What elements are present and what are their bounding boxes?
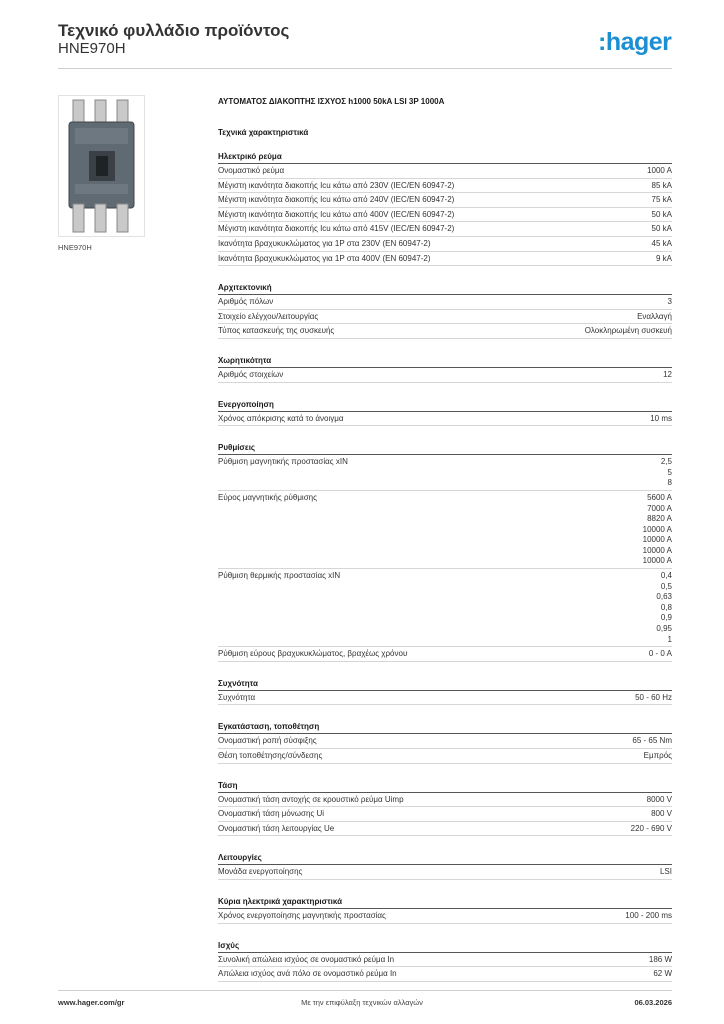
spec-row — [218, 164, 672, 179]
spec-value: 8000 V — [646, 794, 672, 804]
spec-section — [218, 678, 672, 706]
spec-row — [218, 295, 672, 310]
spec-values — [651, 809, 672, 820]
spec-value: 10000 A — [642, 545, 672, 555]
footer-divider — [58, 990, 672, 991]
spec-value: 50 kA — [651, 224, 672, 234]
spec-value: 0,4 — [660, 571, 672, 581]
spec-values — [647, 166, 672, 177]
spec-value: 1000 A — [647, 166, 672, 175]
spec-label: Συνολική απώλεια ισχύος σε ονομαστικό ρεύμα In — [218, 954, 395, 964]
spec-value: 8820 A — [647, 514, 672, 524]
spec-section — [218, 282, 672, 339]
spec-label: Μέγιστη ικανότητα διακοπής Icu κάτω από 240V (IEC/EN 60947-2) — [218, 195, 455, 205]
spec-value: Εναλλαγή — [637, 311, 672, 321]
document-title: Τεχνικό φυλλάδιο προϊόντος — [58, 21, 290, 40]
spec-values — [652, 224, 672, 235]
product-code: HNE970H — [58, 40, 126, 57]
spec-values — [652, 239, 672, 250]
spec-value: 220 - 690 V — [630, 823, 672, 833]
spec-label: Στοιχείο ελέγχου/λειτουργίας — [218, 311, 319, 321]
spec-label: Μονάδα ενεργοποίησης — [218, 867, 303, 877]
spec-row — [218, 793, 672, 808]
spec-section — [218, 896, 672, 924]
spec-label: Ρύθμιση θερμικής προστασίας xIN — [218, 571, 341, 581]
spec-label: Μέγιστη ικανότητα διακοπής Icu κάτω από 415V (IEC/EN 60947-2) — [218, 224, 455, 234]
spec-section — [218, 940, 672, 982]
spec-values — [643, 493, 672, 567]
spec-value: 0,5 — [660, 581, 672, 591]
spec-label: Απώλεια ισχύος ανά πόλο σε ονομαστικό ρεύμα In — [218, 969, 397, 979]
section-title: Χωρητικότητα — [218, 355, 672, 368]
spec-row — [218, 967, 672, 982]
spec-values — [650, 414, 672, 425]
spec-values — [625, 911, 672, 922]
footer-url[interactable]: www.hager.com/gr — [58, 998, 125, 1007]
spec-row — [218, 324, 672, 339]
spec-value: Ολοκληρωμένη συσκευή — [584, 326, 672, 336]
spec-values — [652, 195, 672, 206]
spec-label: Ονομαστική τάση αντοχής σε κρουστικό ρεύμα Uimp — [218, 794, 404, 804]
spec-section — [218, 442, 672, 662]
spec-value: 0,63 — [656, 592, 672, 602]
spec-row — [218, 208, 672, 223]
spec-row — [218, 691, 672, 706]
spec-value: 5600 A — [647, 492, 672, 502]
spec-label: Ονομαστική τάση μόνωσης Ui — [218, 809, 325, 819]
spec-value: 10000 A — [642, 535, 672, 545]
spec-value: 2,5 — [660, 457, 672, 467]
spec-values — [631, 824, 672, 835]
tech-heading: Τεχνικά χαρακτηριστικά — [218, 128, 309, 137]
spec-label: Ικανότητα βραχυκυκλώματος για 1P στα 230V (EN 60947-2) — [218, 238, 431, 248]
spec-value: 50 - 60 Hz — [635, 692, 672, 702]
spec-value: 3 — [667, 297, 672, 307]
section-title: Κύρια ηλεκτρικά χαρακτηριστικά — [218, 896, 672, 909]
spec-value: 0,8 — [660, 602, 672, 612]
spec-row — [218, 749, 672, 764]
spec-label: Εύρος μαγνητικής ρύθμισης — [218, 492, 317, 502]
spec-label: Τύπος κατασκευής της συσκευής — [218, 326, 335, 336]
spec-value: 5 — [667, 467, 672, 477]
spec-values — [660, 867, 672, 878]
spec-values — [656, 254, 672, 265]
spec-row — [218, 310, 672, 325]
spec-values — [649, 649, 672, 660]
spec-values — [652, 210, 672, 221]
spec-row — [218, 822, 672, 837]
spec-value: 0,95 — [656, 624, 672, 634]
spec-section — [218, 355, 672, 383]
spec-values — [644, 751, 672, 762]
spec-value: 12 — [663, 369, 672, 379]
spec-values — [585, 326, 672, 337]
spec-section — [218, 852, 672, 880]
spec-value: 50 kA — [651, 209, 672, 219]
footer-date: 06.03.2026 — [634, 998, 672, 1007]
product-title: ΑΥΤΟΜΑΤΟΣ ΔΙΑΚΟΠΤΗΣ ΙΣΧΥΟΣ h1000 50kA LSI 3P 1000A — [218, 97, 445, 106]
spec-value: 75 kA — [651, 195, 672, 205]
spec-row — [218, 807, 672, 822]
spec-row — [218, 222, 672, 237]
spec-values — [668, 297, 672, 308]
spec-value: 0 - 0 A — [648, 649, 672, 659]
spec-section — [218, 151, 672, 266]
spec-label: Ονομαστική τάση λειτουργίας Ue — [218, 823, 335, 833]
spec-row — [218, 252, 672, 267]
image-caption: HNE970H — [58, 243, 92, 252]
spec-label: Ονομαστική ροπή σύσφιξης — [218, 736, 317, 746]
spec-values — [663, 370, 672, 381]
footer-note: Με την επιφύλαξη τεχνικών αλλαγών — [301, 998, 423, 1007]
spec-label: Μέγιστη ικανότητα διακοπής Icu κάτω από 400V (IEC/EN 60947-2) — [218, 209, 455, 219]
spec-section — [218, 721, 672, 763]
spec-value: 8 — [667, 478, 672, 488]
spec-values — [661, 457, 672, 489]
spec-label: Χρόνος ενεργοποίησης μαγνητικής προστασίας — [218, 910, 386, 920]
section-title: Τάση — [218, 780, 672, 793]
spec-label: Ρύθμιση εύρους βραχυκυκλώματος, βραχέως χρόνου — [218, 649, 408, 659]
spec-value: 7000 A — [647, 503, 672, 513]
section-title: Ρυθμίσεις — [218, 442, 672, 455]
spec-value: 186 W — [648, 954, 672, 964]
spec-row — [218, 734, 672, 749]
spec-row — [218, 491, 672, 569]
section-title: Ισχύς — [218, 940, 672, 953]
spec-value: 10000 A — [642, 524, 672, 534]
spec-label: Ρύθμιση μαγνητικής προστασίας xIN — [218, 457, 348, 467]
section-title: Ενεργοποίηση — [218, 399, 672, 412]
spec-row — [218, 647, 672, 662]
header-divider — [58, 68, 672, 69]
hager-logo: :hager — [598, 28, 672, 56]
spec-label: Ικανότητα βραχυκυκλώματος για 1P στα 400V (EN 60947-2) — [218, 253, 431, 263]
spec-row — [218, 237, 672, 252]
spec-values — [649, 955, 672, 966]
spec-values — [635, 693, 672, 704]
spec-label: Μέγιστη ικανότητα διακοπής Icu κάτω από 230V (IEC/EN 60947-2) — [218, 180, 455, 190]
spec-row — [218, 865, 672, 880]
circuit-breaker-image — [58, 95, 145, 237]
spec-value: 45 kA — [651, 238, 672, 248]
spec-value: Εμπρός — [643, 751, 672, 760]
spec-label: Αριθμός στοιχείων — [218, 369, 284, 379]
spec-value: 0,9 — [660, 613, 672, 623]
spec-label: Θέση τοποθέτησης/σύνδεσης — [218, 751, 323, 760]
spec-value: 10000 A — [642, 556, 672, 566]
spec-value: 10 ms — [650, 413, 672, 423]
section-title: Συχνότητα — [218, 678, 672, 691]
spec-label: Ονομαστικό ρεύμα — [218, 166, 285, 175]
spec-row — [218, 953, 672, 968]
spec-row — [218, 909, 672, 924]
spec-value: 9 kA — [655, 253, 672, 263]
spec-section — [218, 780, 672, 837]
spec-section — [218, 399, 672, 427]
section-title: Λειτουργίες — [218, 852, 672, 865]
spec-content — [218, 96, 672, 998]
section-title: Εγκατάσταση, τοποθέτηση — [218, 721, 672, 734]
spec-value: LSI — [659, 867, 672, 877]
spec-row — [218, 193, 672, 208]
spec-row — [218, 179, 672, 194]
spec-label: Αριθμός πόλων — [218, 297, 274, 307]
spec-label: Χρόνος απόκρισης κατά το άνοιγμα — [218, 413, 344, 423]
spec-values — [652, 181, 672, 192]
spec-sections — [218, 151, 672, 982]
spec-value: 800 V — [651, 809, 672, 819]
spec-value: 100 - 200 ms — [625, 910, 672, 920]
spec-values — [637, 312, 672, 323]
spec-values — [647, 795, 672, 806]
spec-value: 85 kA — [651, 180, 672, 190]
spec-row — [218, 412, 672, 427]
section-title: Ηλεκτρικό ρεύμα — [218, 151, 672, 164]
spec-value: 1 — [667, 634, 672, 644]
spec-values — [653, 969, 672, 980]
spec-row — [218, 569, 672, 647]
spec-values — [632, 736, 672, 747]
section-title: Αρχιτεκτονική — [218, 282, 672, 295]
spec-label: Συχνότητα — [218, 692, 256, 702]
spec-values — [656, 571, 672, 645]
spec-row — [218, 368, 672, 383]
spec-row — [218, 455, 672, 491]
spec-value: 65 - 65 Nm — [632, 736, 672, 746]
spec-value: 62 W — [653, 969, 672, 979]
